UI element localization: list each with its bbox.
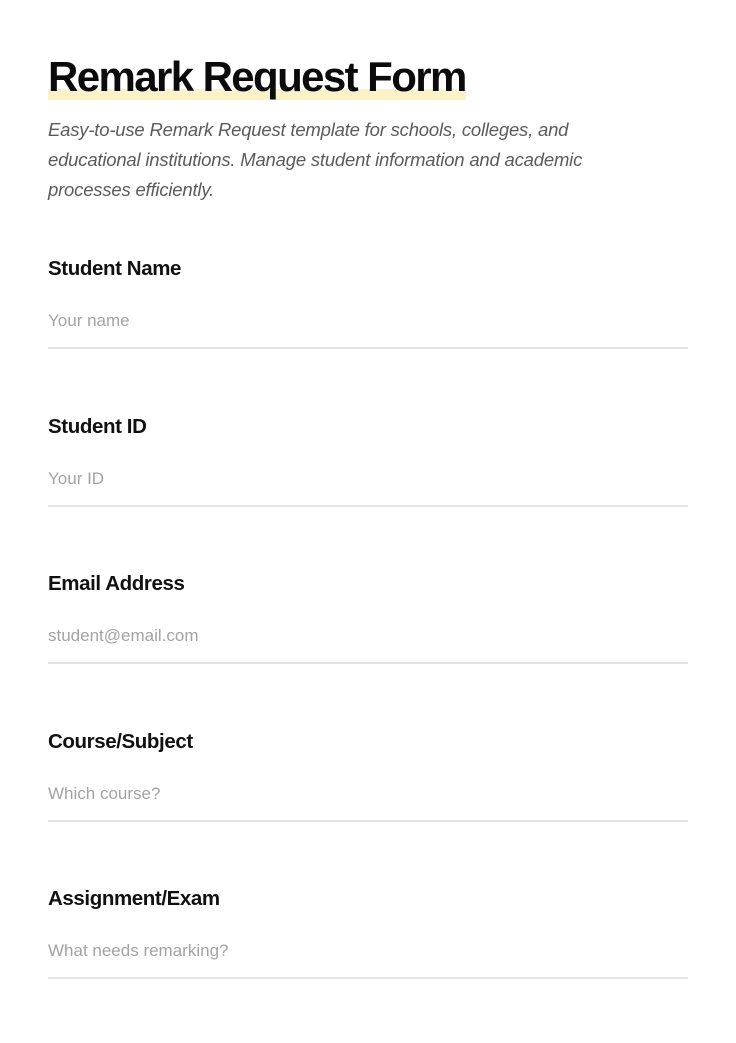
student-id-label: Student ID [48,414,147,438]
page-title: Remark Request Form [48,53,466,100]
field-assignment-exam [48,885,688,1043]
course-subject-label: Course/Subject [48,729,193,753]
field-course-subject [48,728,688,886]
course-subject-input[interactable] [48,776,688,822]
field-email-address [48,570,688,728]
email-address-input[interactable] [48,618,688,664]
assignment-exam-input[interactable] [48,933,688,979]
student-id-input[interactable] [48,461,688,507]
student-name-label: Student Name [48,257,182,280]
remark-request-form [48,255,688,1043]
student-name-input[interactable] [48,303,688,349]
email-address-label: Email Address [48,572,185,595]
field-student-id [48,413,688,571]
page-subtitle: Easy-to-use Remark Request template for schools, colleges, and educational institutions. Manage student information and academic processes efficiently. [48,119,583,200]
page-title-wrap [48,52,466,102]
assignment-exam-label: Assignment/Exam [48,887,220,910]
field-student-name [48,255,688,413]
